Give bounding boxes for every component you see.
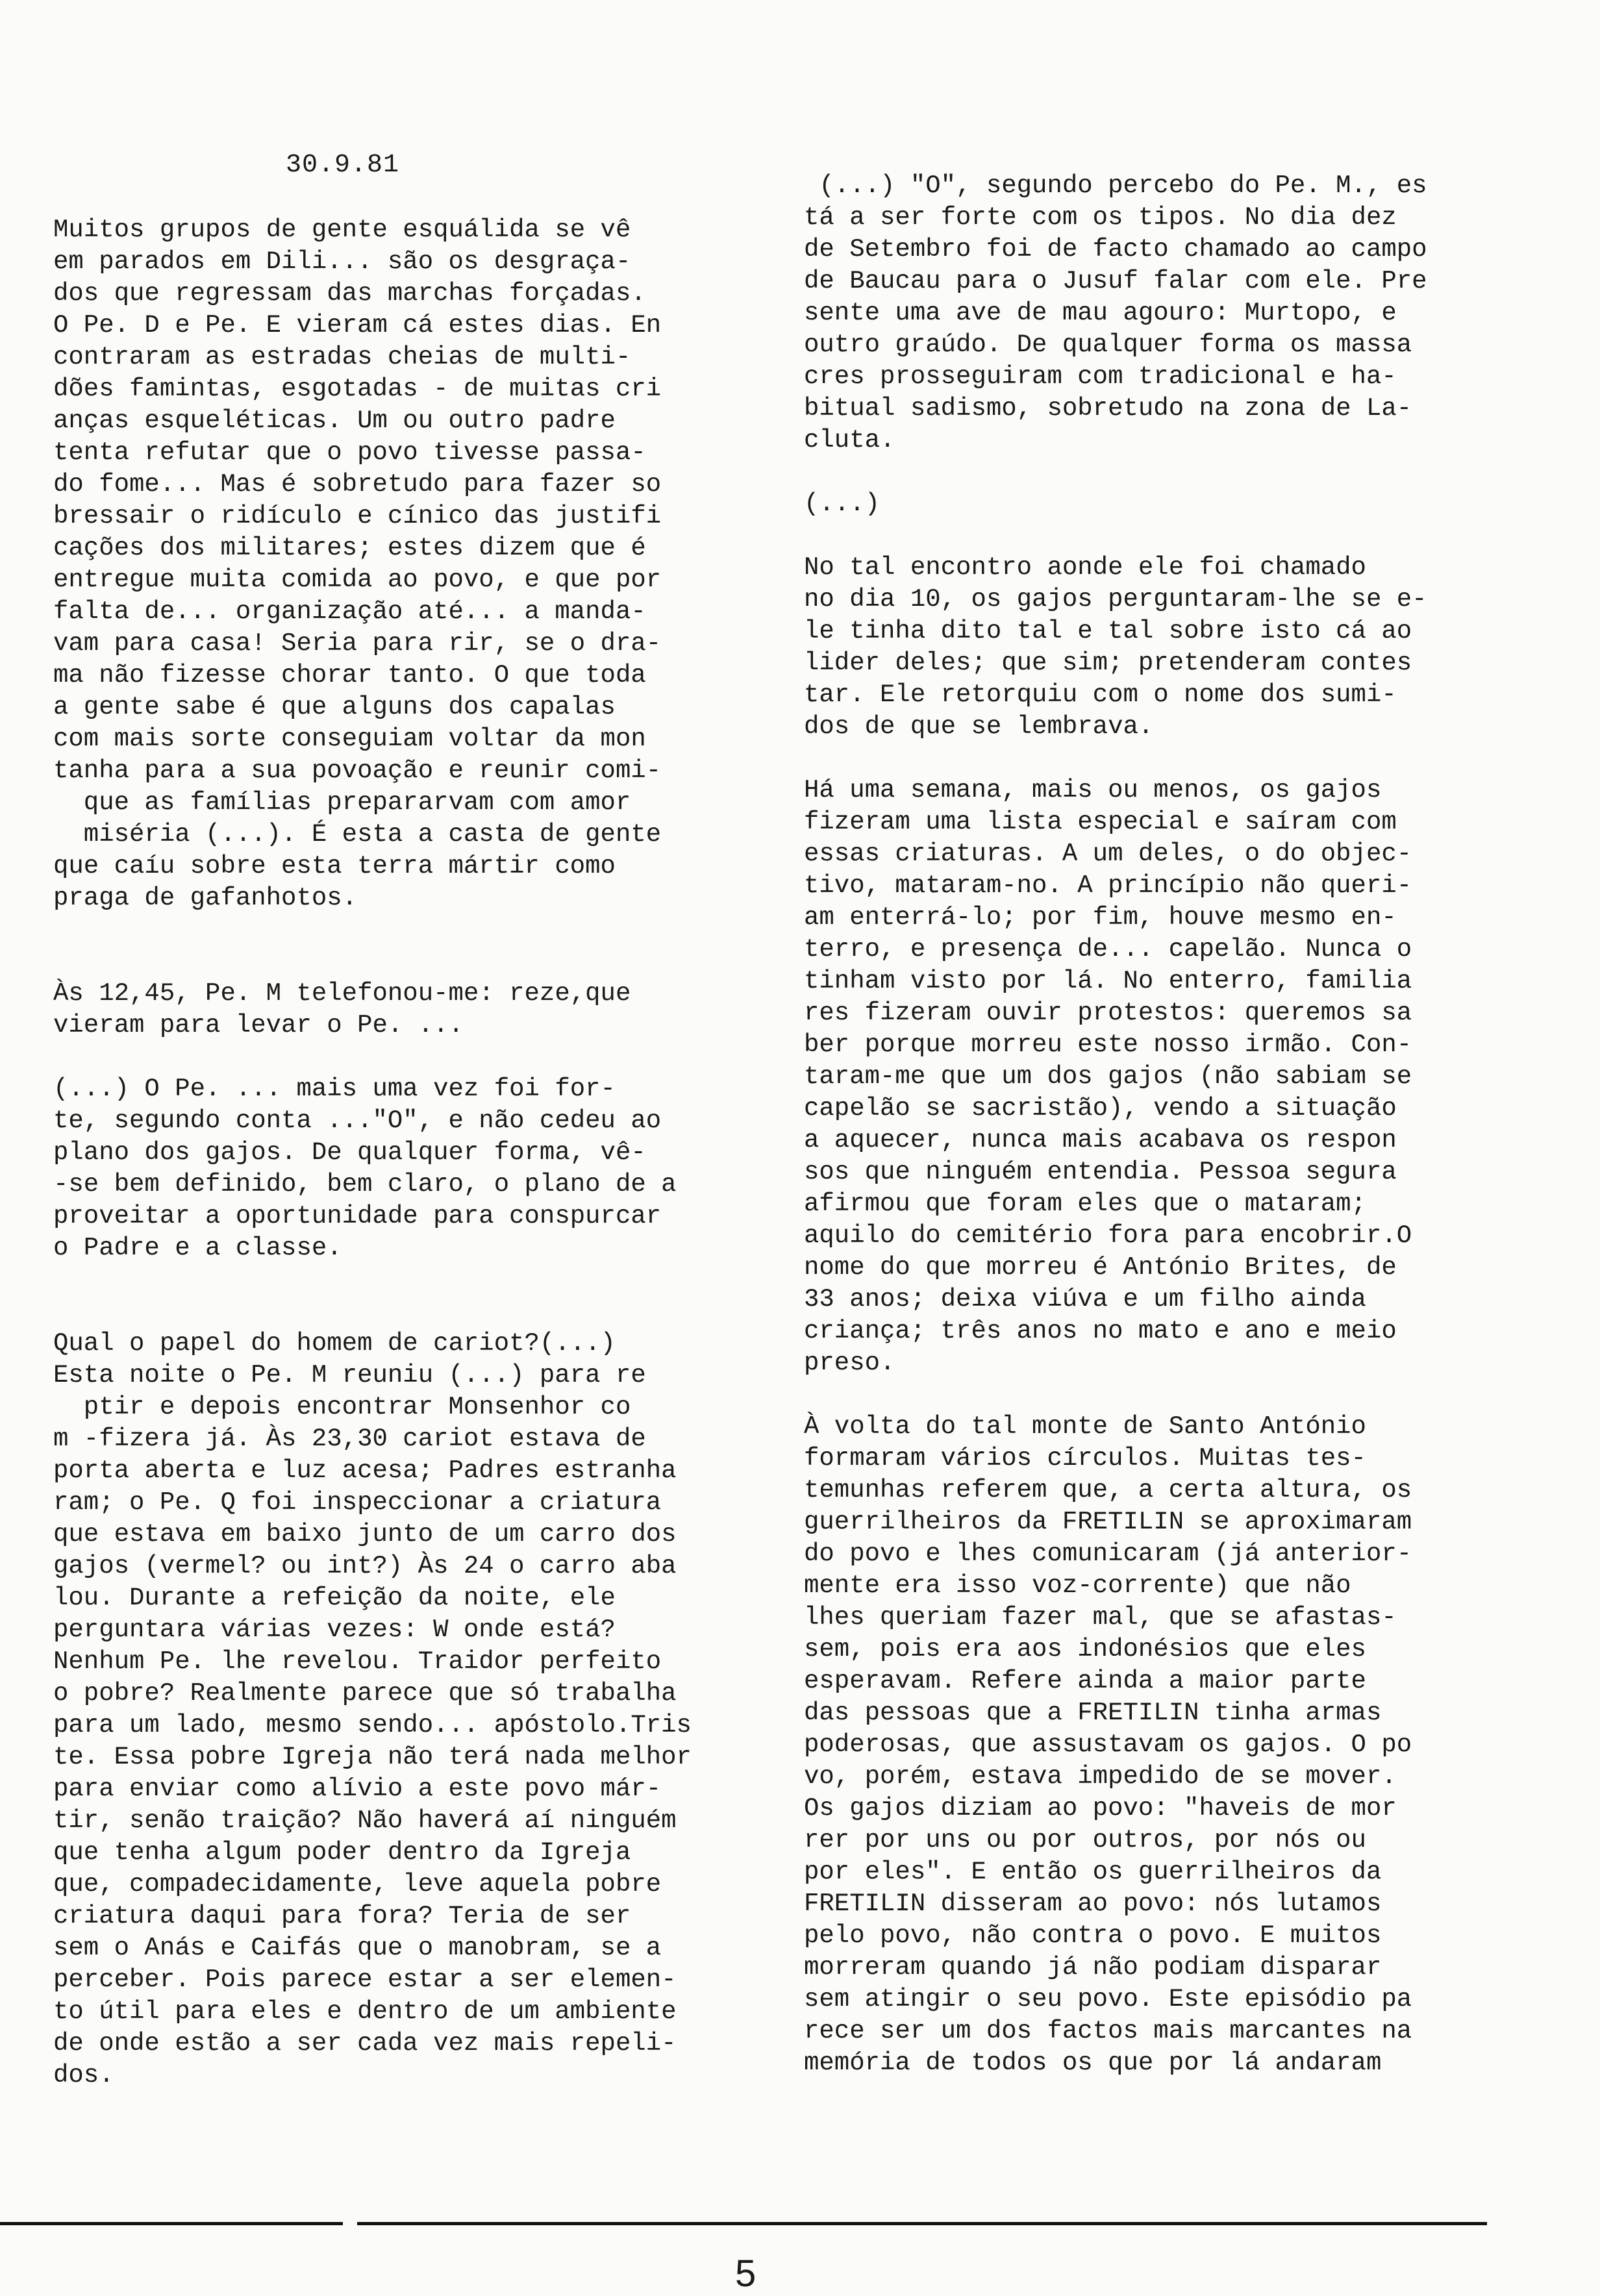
text-line: tanha para a sua povoação e reunir comi- (53, 756, 662, 785)
text-line: que as famílias prepararvam com amor (53, 788, 631, 817)
text-line: tar. Ele retorquiu com o nome dos sumi- (804, 680, 1397, 709)
text-line: de Baucau para o Jusuf falar com ele. Pre (804, 267, 1427, 295)
text-line: le tinha dito tal e tal sobre isto cá ao (804, 617, 1412, 645)
paragraph (53, 978, 742, 1042)
text-line: Nenhum Pe. lhe revelou. Traidor perfeito (53, 1647, 662, 1676)
text-line: no dia 10, os gajos perguntaram-lhe se e- (804, 585, 1427, 614)
text-line: dos que regressam das marchas forçadas. (53, 279, 646, 308)
text-line: lider deles; que sim; pretenderam contes (804, 649, 1412, 677)
text-line: vo, porém, estava impedido de se mover. (804, 1762, 1397, 1791)
text-line: to útil para eles e dentro de um ambiente (53, 1997, 677, 2026)
text-line: dões famintas, esgotadas - de muitas cri (53, 375, 662, 403)
footer-rule-right (357, 2222, 1487, 2225)
text-line: Às 12,45, Pe. M telefonou-me: reze,que (53, 979, 631, 1008)
text-line: Qual o papel do homem de cariot?(...) (53, 1329, 616, 1358)
text-line: plano dos gajos. De qualquer forma, vê- (53, 1138, 646, 1167)
paragraph (53, 1073, 742, 1264)
text-line: lou. Durante a refeição da noite, ele (53, 1584, 616, 1612)
text-line: ma não fizesse chorar tanto. O que toda (53, 661, 646, 690)
footer-rule-left (0, 2222, 343, 2225)
text-line: preso. (804, 1349, 895, 1377)
text-line: No tal encontro aonde ele foi chamado (804, 553, 1366, 582)
text-line: Os gajos diziam ao povo: "haveis de mor (804, 1794, 1397, 1823)
text-line: terro, e presença de... capelão. Nunca o (804, 935, 1412, 964)
text-line: am enterrá-lo; por fim, houve mesmo en- (804, 903, 1397, 932)
text-line: sem atingir o seu povo. Este episódio pa (804, 1985, 1412, 2014)
text-line: FRETILIN disseram ao povo: nós lutamos (804, 1890, 1382, 1918)
text-line: res fizeram ouvir protestos: queremos sa (804, 999, 1412, 1027)
paragraph-gap (804, 1379, 1512, 1411)
text-line: por eles". E então os guerrilheiros da (804, 1858, 1382, 1886)
text-line: entregue muita comida ao povo, e que por (53, 566, 662, 594)
text-line: (...) O Pe. ... mais uma vez foi for- (53, 1075, 616, 1103)
text-line: te, segundo conta ..."O", e não cedeu ao (53, 1106, 662, 1135)
text-line: tinham visto por lá. No enterro, familia (804, 967, 1412, 995)
right-column (804, 170, 1512, 2079)
text-line: sem o Anás e Caifás que o manobram, se a (53, 1934, 662, 1962)
text-line: lhes queriam fazer mal, que se afastas- (804, 1603, 1397, 1632)
text-line: taram-me que um dos gajos (não sabiam se (804, 1062, 1412, 1091)
text-line: miséria (...). É esta a casta de gente (53, 820, 662, 849)
text-line: afirmou que foram eles que o mataram; (804, 1190, 1366, 1218)
text-line: o pobre? Realmente parece que só trabalha (53, 1679, 677, 1708)
text-line: que caíu sobre esta terra mártir como (53, 852, 616, 880)
text-line: bressair o ridículo e cínico das justifi (53, 502, 662, 530)
text-line: gajos (vermel? ou int?) Às 24 o carro aba (53, 1552, 677, 1580)
text-line: vam para casa! Seria para rir, se o dra- (53, 629, 662, 658)
text-line: do povo e lhes comunicaram (já anterior- (804, 1540, 1412, 1568)
text-line: em parados em Dili... são os desgraça- (53, 247, 631, 276)
text-line: perguntara várias vezes: W onde está? (53, 1616, 616, 1644)
text-line: a aquecer, nunca mais acabava os respon (804, 1126, 1397, 1154)
page-number: 5 (735, 2252, 756, 2295)
paragraph-gap (804, 520, 1512, 552)
text-line: ram; o Pe. Q foi inspeccionar a criatura (53, 1488, 662, 1517)
text-line: tá a ser forte com os tipos. No dia dez (804, 203, 1397, 232)
text-line: memória de todos os que por lá andaram (804, 2049, 1382, 2077)
text-line: te. Essa pobre Igreja não terá nada melhor (53, 1743, 692, 1771)
text-line: morreram quando já não podiam disparar (804, 1953, 1382, 1982)
text-line: esperavam. Refere ainda a maior parte (804, 1667, 1366, 1695)
text-line: essas criaturas. A um deles, o do objec- (804, 840, 1412, 868)
text-line: Há uma semana, mais ou menos, os gajos (804, 776, 1382, 805)
text-line: (...) "O", segundo percebo do Pe. M., es (804, 171, 1427, 200)
text-line: mente era isso voz-corrente) que não (804, 1571, 1351, 1600)
text-line: o Padre e a classe. (53, 1234, 342, 1262)
paragraph (53, 214, 742, 914)
text-line: cres prosseguiram com tradicional e ha- (804, 362, 1397, 391)
text-line: cações dos militares; estes dizem que é (53, 534, 646, 562)
text-line: dos de que se lembrava. (804, 712, 1154, 741)
text-line: Esta noite o Pe. M reuniu (...) para re (53, 1361, 646, 1390)
left-column (53, 214, 742, 2091)
text-line: À volta do tal monte de Santo António (804, 1412, 1366, 1441)
text-line: a gente sabe é que alguns dos capalas (53, 693, 616, 721)
text-line: ptir e depois encontrar Monsenhor co (53, 1393, 631, 1421)
text-line: do fome... Mas é sobretudo para fazer so (53, 470, 662, 499)
text-line: nome do que morreu é António Brites, de (804, 1253, 1397, 1282)
paragraph-gap (53, 1264, 742, 1328)
text-line: O Pe. D e Pe. E vieram cá estes dias. En (53, 311, 662, 340)
text-line: criança; três anos no mato e ano e meio (804, 1317, 1397, 1345)
paragraph-gap (53, 1042, 742, 1073)
text-line: (...) (804, 490, 881, 518)
text-line: de onde estão a ser cada vez mais repeli- (53, 2029, 677, 2058)
text-line: que tenha algum poder dentro da Igreja (53, 1838, 631, 1867)
text-line: de Setembro foi de facto chamado ao campo (804, 235, 1427, 264)
paragraph (804, 170, 1512, 456)
text-line: poderosas, que assustavam os gajos. O po (804, 1730, 1412, 1759)
text-line: proveitar a oportunidade para conspurcar (53, 1202, 662, 1230)
text-line: 33 anos; deixa viúva e um filho ainda (804, 1285, 1366, 1314)
text-line: -se bem definido, bem claro, o plano de a (53, 1170, 677, 1199)
text-line: anças esqueléticas. Um ou outro padre (53, 406, 616, 435)
text-line: cluta. (804, 426, 895, 455)
paragraph (804, 488, 1512, 520)
text-line: para um lado, mesmo sendo... apóstolo.Tris (53, 1711, 692, 1740)
text-line: praga de gafanhotos. (53, 884, 358, 912)
text-line: com mais sorte conseguiam voltar da mon (53, 725, 646, 753)
text-line: que estava em baixo junto de um carro dos (53, 1520, 677, 1549)
text-line: para enviar como alívio a este povo már- (53, 1775, 662, 1803)
text-line: aquilo do cemitério fora para encobrir.O (804, 1221, 1412, 1250)
text-line: vieram para levar o Pe. ... (53, 1011, 464, 1040)
paragraph-gap (804, 743, 1512, 775)
text-line: sos que ninguém entendia. Pessoa segura (804, 1158, 1397, 1186)
text-line: Muitos grupos de gente esquálida se vê (53, 216, 631, 244)
text-line: tivo, mataram-no. A princípio não queri- (804, 871, 1412, 900)
text-line: tenta refutar que o povo tivesse passa- (53, 438, 646, 467)
text-line: falta de... organização até... a manda- (53, 597, 646, 626)
text-line: tir, senão traição? Não haverá aí ninguém (53, 1806, 677, 1835)
text-line: rece ser um dos factos mais marcantes na (804, 2017, 1412, 2045)
entry-date: 30.9.81 (286, 151, 400, 180)
text-line: ber porque morreu este nosso irmão. Con- (804, 1030, 1412, 1059)
text-line: que, compadecidamente, leve aquela pobre (53, 1870, 662, 1899)
paragraph (804, 1411, 1512, 2079)
text-line: sente uma ave de mau agouro: Murtopo, e (804, 299, 1397, 327)
text-line: porta aberta e luz acesa; Padres estranha (53, 1456, 677, 1485)
paragraph (804, 775, 1512, 1379)
text-line: criatura daqui para fora? Teria de ser (53, 1902, 631, 1930)
text-line: sem, pois era aos indonésios que eles (804, 1635, 1366, 1664)
text-line: fizeram uma lista especial e saíram com (804, 808, 1397, 836)
text-line: contraram as estradas cheias de multi- (53, 343, 631, 371)
text-line: rer por uns ou por outros, por nós ou (804, 1826, 1366, 1854)
paragraph-gap (53, 914, 742, 978)
paragraph (804, 552, 1512, 743)
text-line: bitual sadismo, sobretudo na zona de La- (804, 394, 1412, 423)
text-line: formaram vários círculos. Muitas tes- (804, 1444, 1366, 1473)
paragraph (53, 1328, 742, 2091)
text-line: perceber. Pois parece estar a ser elemen- (53, 1965, 677, 1994)
text-line: guerrilheiros da FRETILIN se aproximaram (804, 1508, 1412, 1536)
paragraph-gap (804, 456, 1512, 488)
text-line: m -fizera já. Às 23,30 cariot estava de (53, 1425, 646, 1453)
text-line: outro graúdo. De qualquer forma os massa (804, 331, 1412, 359)
text-line: capelão se sacristão), vendo a situação (804, 1094, 1397, 1123)
text-line: temunhas referem que, a certa altura, os (804, 1476, 1412, 1504)
text-line: das pessoas que a FRETILIN tinha armas (804, 1699, 1382, 1727)
text-line: pelo povo, não contra o povo. E muitos (804, 1921, 1382, 1950)
text-line: dos. (53, 2061, 114, 2090)
